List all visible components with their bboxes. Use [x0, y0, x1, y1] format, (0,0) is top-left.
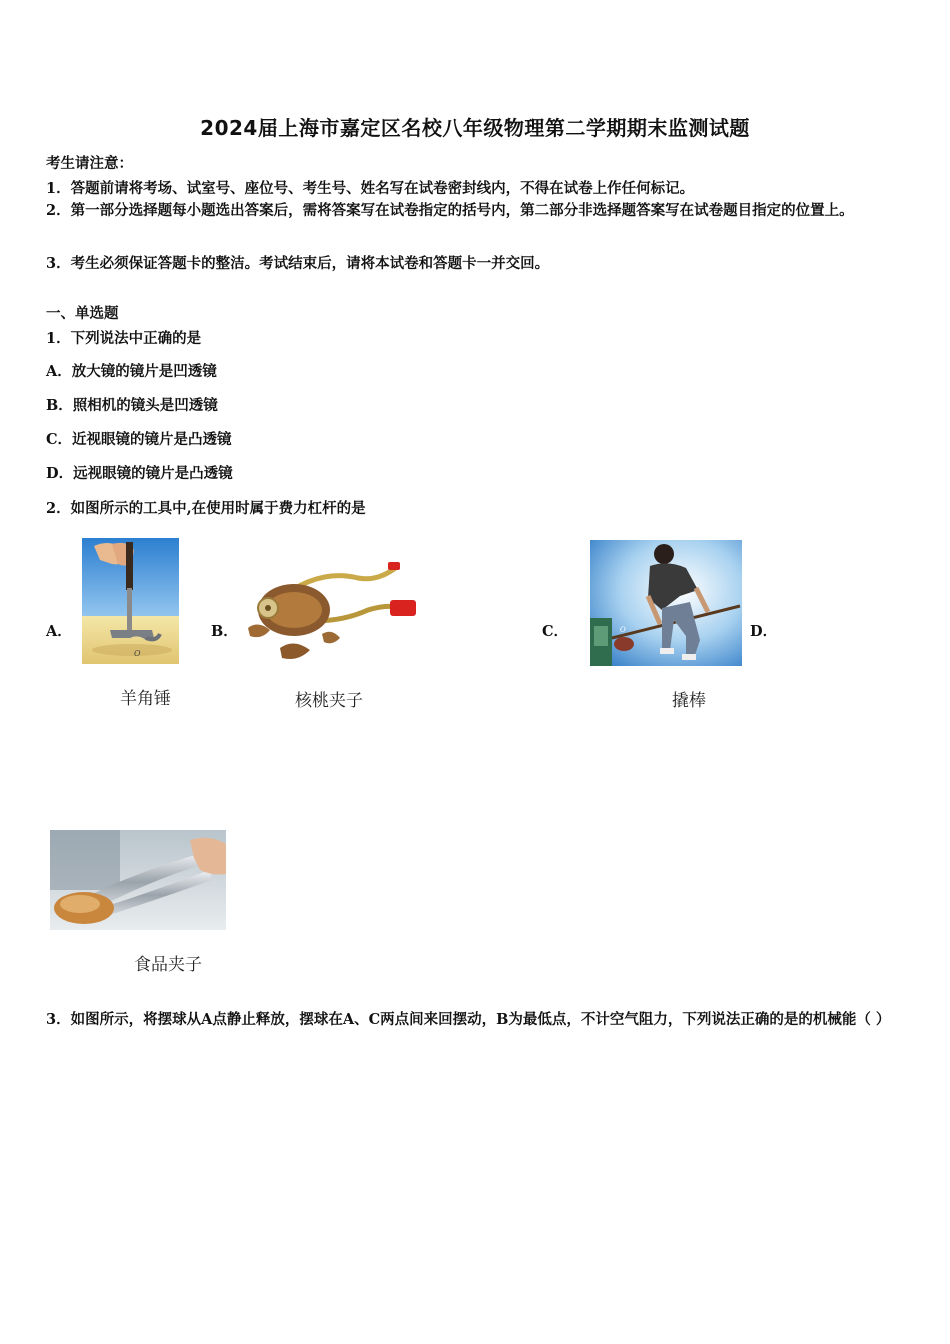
notice-item-3: 3．考生必须保证答题卡的整洁。考试结束后，请将本试卷和答题卡一并交回。	[46, 255, 550, 272]
notice-heading: 考生请注意：	[46, 155, 133, 172]
notice-item-2: 2．第一部分选择题每小题选出答案后，需将答案写在试卷指定的括号内，第二部分非选择题答案写在试卷题目指定的位置上。	[46, 202, 854, 219]
section-heading: 一、单选题	[46, 305, 119, 322]
q1-option-b: B．照相机的镜头是凹透镜	[46, 397, 218, 414]
claw-hammer-image	[82, 538, 179, 664]
svg-text:O: O	[134, 649, 141, 658]
q1-option-c: C．近视眼镜的镜片是凸透镜	[46, 431, 232, 448]
q2-stem: 2．如图所示的工具中,在使用时属于费力杠杆的是	[46, 500, 366, 517]
q2-label-d: D．	[750, 623, 778, 640]
q3-stem: 3．如图所示，将摆球从A点静止释放，摆球在A、C两点间来回摆动，B为最低点，不计空气阻力，下列说法正确的是的机械能（ ）	[46, 1011, 891, 1028]
q1-stem: 1．下列说法中正确的是	[46, 330, 202, 347]
q2-label-b: B．	[211, 623, 238, 640]
q2-label-c: C．	[542, 623, 569, 640]
svg-text:O: O	[620, 626, 626, 634]
page-title: 2024届上海市嘉定区名校八年级物理第二学期期末监测试题	[200, 116, 750, 140]
food-tongs-image	[50, 830, 226, 930]
caption-nutcracker: 核桃夹子	[295, 691, 363, 711]
caption-crowbar: 撬棒	[672, 691, 706, 711]
caption-claw-hammer: 羊角锤	[120, 689, 171, 709]
caption-food-tongs: 食品夹子	[134, 955, 202, 975]
nutcracker-image	[238, 558, 422, 668]
crowbar-image	[590, 540, 742, 666]
notice-item-1: 1．答题前请将考场、试室号、座位号、考生号、姓名写在试卷密封线内，不得在试卷上作任何标记。	[46, 180, 695, 197]
q1-option-d: D．远视眼镜的镜片是凸透镜	[46, 465, 233, 482]
q2-label-a: A．	[46, 623, 72, 640]
q1-option-a: A．放大镜的镜片是凹透镜	[46, 363, 217, 380]
